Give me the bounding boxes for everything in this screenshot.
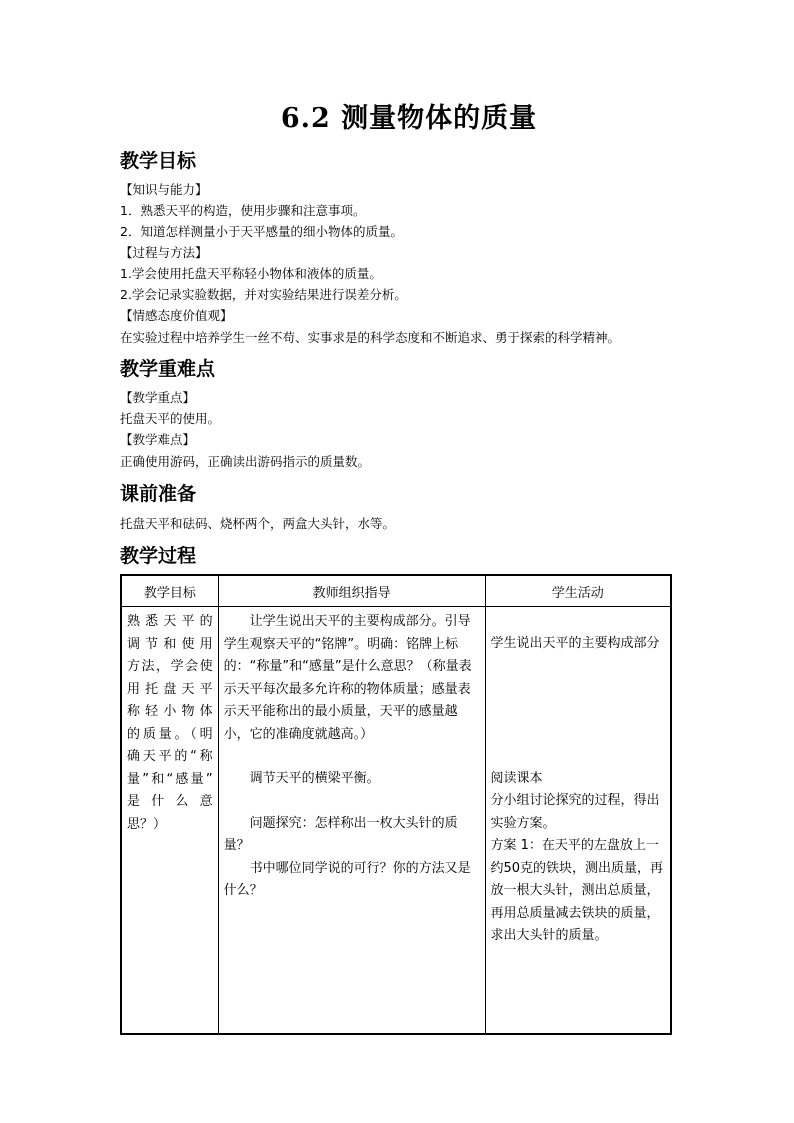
student-paragraph: 学生说出天平的主要构成部分 <box>490 636 660 651</box>
column-header-teacher: 教师组织指导 <box>218 575 485 607</box>
heading-preparation: 课前准备 <box>120 483 197 505</box>
teacher-paragraph: 让学生说出天平的主要构成部分。引导学生观察天平的“铭牌”。明确：铭牌上标的：“称量”和“感量”是什么意思？（称量表示天平每次最多允许称的物体质量；感量表示天平能称出的最小质量，天平的感量越小，它的准确度就越高。） <box>223 614 472 742</box>
goal-line: 用托盘天平 <box>127 681 213 697</box>
goal-line: 确天平的“称 <box>127 749 213 764</box>
student-paragraph: 分小组讨论探究的过程，得出实验方案。 <box>490 793 660 831</box>
objective-line: 【知识与能力】 <box>120 182 208 197</box>
objective-line: 1.学会使用托盘天平称轻小物体和液体的质量。 <box>120 266 382 281</box>
teacher-paragraph: 问题探究：怎样称出一枚大头针的质量？ <box>223 815 458 853</box>
student-cell <box>485 607 671 1035</box>
objective-line: 2.学会记录实验数据，并对实验结果进行误差分析。 <box>120 287 407 302</box>
goal-line: 熟悉天平的 <box>127 614 213 629</box>
student-paragraph: 方案 1：在天平的左盘放上一约50克的铁块，测出质量，再放一根大头针，测出总质量，再用总质量减去铁块的质量，求出大头针的质量。 <box>490 838 664 943</box>
objective-line: 2．知道怎样测量小于天平感量的细小物体的质量。 <box>120 224 403 239</box>
goal-line: 思？） <box>127 816 167 832</box>
preparation-text: 托盘天平和砝码、烧杯两个，两盒大头针，水等。 <box>120 516 396 531</box>
table-header-row <box>121 575 671 607</box>
goal-line: 称轻小物体 <box>127 704 213 719</box>
heading-keypoints: 教学重难点 <box>120 358 216 380</box>
keypoint-line: 托盘天平的使用。 <box>120 411 221 426</box>
column-header-goal: 教学目标 <box>121 575 218 607</box>
process-table <box>120 574 672 1035</box>
goal-line: 是 什 么 意 <box>127 794 213 809</box>
goal-line: 调节和使用 <box>127 636 213 652</box>
teacher-paragraph: 调节天平的横梁平衡。 <box>249 771 380 786</box>
objective-line: 【过程与方法】 <box>120 245 208 260</box>
keypoint-line: 【教学难点】 <box>120 432 196 447</box>
keypoint-line: 正确使用游码，正确读出游码指示的质量数。 <box>120 454 371 469</box>
teacher-cell <box>218 607 485 1035</box>
objective-line: 1．熟悉天平的构造，使用步骤和注意事项。 <box>120 203 366 218</box>
goal-line: 量”和“感量” <box>127 771 213 787</box>
student-paragraph: 阅读课本 <box>490 770 543 786</box>
goal-line: 的质量。（明 <box>127 726 213 742</box>
objective-line: 在实验过程中培养学生一丝不苟、实事求是的科学态度和不断追求、勇于探索的科学精神。 <box>120 330 621 345</box>
keypoint-line: 【教学重点】 <box>120 390 196 405</box>
teacher-paragraph: 书中哪位同学说的可行？你的方法又是什么？ <box>223 860 471 898</box>
column-header-student: 学生活动 <box>485 575 671 607</box>
heading-process: 教学过程 <box>120 545 197 567</box>
table-row <box>121 607 671 1035</box>
objective-line: 【情感态度价值观】 <box>120 308 233 323</box>
heading-objectives: 教学目标 <box>120 150 197 172</box>
document-title: 6.2 测量物体的质量 <box>280 103 538 134</box>
goal-cell <box>121 607 218 1035</box>
goal-line: 方法，学会使 <box>127 659 213 674</box>
